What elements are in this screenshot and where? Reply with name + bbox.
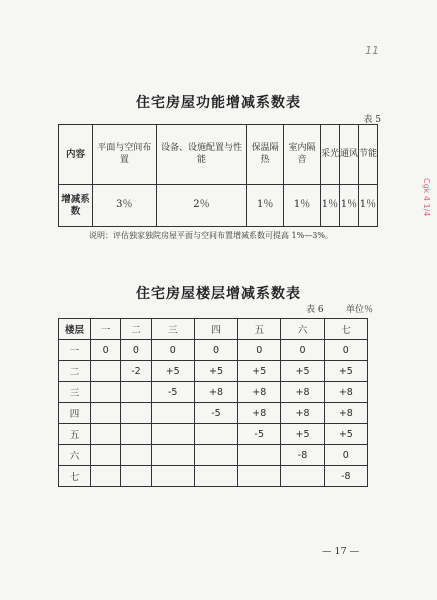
floor-coefficient-table [58,318,368,487]
table2-cell: +8 [238,403,281,424]
table2-cell: -5 [194,403,237,424]
table2-cell [194,445,237,466]
table2-cell: -5 [151,382,194,403]
table2-row-label: 五 [59,424,91,445]
table2-cell [91,424,121,445]
table2-tag: 表 6 [306,305,324,315]
table1-value-cell: 1％ [339,185,358,227]
side-stamp-mark: Cgk 4 1/4 [422,178,431,217]
table1-header-cell: 通风 [339,125,358,185]
table2-column-header: 六 [281,319,324,340]
table2-cell: +8 [194,382,237,403]
table2-cell [91,382,121,403]
table1-header-row [59,125,378,185]
table-row [59,340,368,361]
table2-header-row [59,319,368,340]
table2-row-label: 二 [59,361,91,382]
handwritten-mark: 11 [365,44,379,57]
table2-cell: +8 [281,382,324,403]
table2-row-label: 三 [59,382,91,403]
table2-cell [91,445,121,466]
table2-unit: 单位％ [346,305,374,315]
table1-values-row [59,185,378,227]
table2-cell [194,466,237,487]
page-number: — 17 — [322,546,360,557]
table2-cell [238,466,281,487]
table2-cell: +5 [324,424,367,445]
table1-header-cell: 平面与空间布置 [93,125,157,185]
table2-title: 住宅房屋楼层增减系数表 [136,286,301,302]
table2-cell: +5 [324,361,367,382]
table2-column-header: 一 [91,319,121,340]
table2-cell [121,424,151,445]
table2-cell: +5 [194,361,237,382]
table2-cell: 0 [324,445,367,466]
table2-corner-cell: 楼层 [59,319,91,340]
table2-cell [194,424,237,445]
table2-cell: 0 [121,340,151,361]
table2-column-header: 七 [324,319,367,340]
function-coefficient-table [58,124,378,227]
table2-cell: 0 [324,340,367,361]
table2-cell [151,424,194,445]
table2-cell: +8 [281,403,324,424]
table2-cell: 0 [238,340,281,361]
table2-cell [121,445,151,466]
table2-row-label: 六 [59,445,91,466]
table2-cell [151,403,194,424]
table2-row-label: 一 [59,340,91,361]
table2-cell [91,466,121,487]
table2-cell: 0 [194,340,237,361]
table2-cell: +8 [324,403,367,424]
table-row [59,424,368,445]
table1-value-cell: 1％ [358,185,377,227]
table1-value-cell: 1％ [284,185,321,227]
table2-cell: +5 [281,424,324,445]
table2-cell [91,361,121,382]
table2-cell [238,445,281,466]
table2-cell: 0 [91,340,121,361]
table2-cell [121,466,151,487]
table2-cell [91,403,121,424]
table2-column-header: 四 [194,319,237,340]
table1-value-cell: 2％ [156,185,247,227]
table-row [59,403,368,424]
table2-row-label: 七 [59,466,91,487]
table1-value-cell: 1％ [247,185,284,227]
table1-header-cell: 节能 [358,125,377,185]
table1-tag: 表 5 [363,115,381,125]
table2-cell: -8 [281,445,324,466]
table2-cell: -5 [238,424,281,445]
table2-cell: 0 [151,340,194,361]
table2-cell: +5 [151,361,194,382]
table2-cell: +8 [324,382,367,403]
table2-cell [121,382,151,403]
table2-cell [151,466,194,487]
table1-value-cell: 3％ [93,185,157,227]
table2-cell [121,403,151,424]
table1-title: 住宅房屋功能增减系数表 [136,95,301,111]
table-row [59,466,368,487]
table2-cell: -8 [324,466,367,487]
table2-body [59,340,368,487]
table2-cell: +8 [238,382,281,403]
table2-column-header: 三 [151,319,194,340]
table1-header-cell: 设备、设施配置与性能 [156,125,247,185]
table2-row-label: 四 [59,403,91,424]
table1-row-head-content: 内容 [59,125,93,185]
table2-cell [281,466,324,487]
table1-header-cell: 室内隔音 [284,125,321,185]
table1-value-cell: 1％ [320,185,339,227]
table-row [59,382,368,403]
table2-cell: +5 [281,361,324,382]
table-row [59,361,368,382]
table2-cell: +5 [238,361,281,382]
table2-column-header: 二 [121,319,151,340]
table2-column-header: 五 [238,319,281,340]
table2-cell: -2 [121,361,151,382]
table1-header-cell: 采光 [320,125,339,185]
table1-row-head-coefficient: 增减系数 [59,185,93,227]
table1-header-cell: 保温隔热 [247,125,284,185]
table2-cell [151,445,194,466]
table2-cell: 0 [281,340,324,361]
table1-note: 说明：评估独家独院房屋平面与空间布置增减系数可提高 1%—3%。 [89,231,333,240]
table-row [59,445,368,466]
